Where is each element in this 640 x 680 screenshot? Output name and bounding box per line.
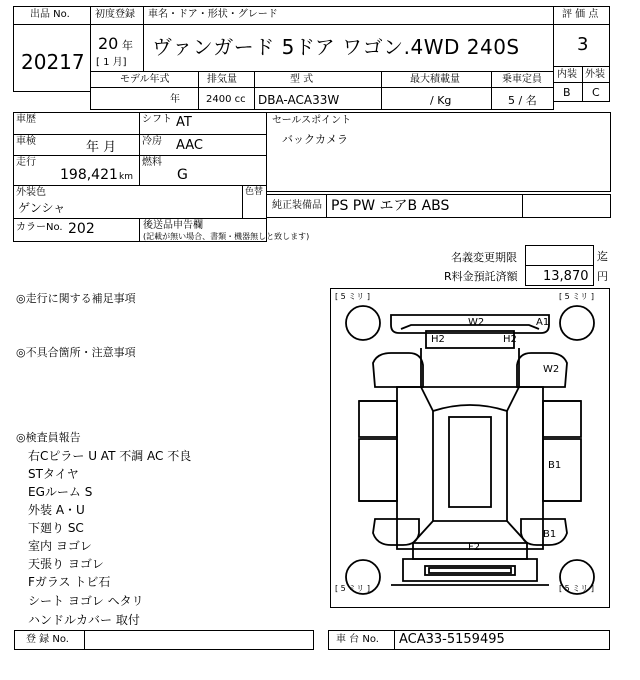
fuel-label: 燃料 xyxy=(142,157,162,168)
mark-h2-right: H2 xyxy=(503,334,517,345)
inspector-line: 外装 A・U xyxy=(28,503,85,517)
shift-label: シフト xyxy=(142,114,172,125)
mileage-value: 198,421 xyxy=(60,167,118,183)
car-outline xyxy=(331,289,609,607)
mark-f2: F2 xyxy=(468,542,481,553)
mark-w2-top: W2 xyxy=(468,317,485,328)
lot-number: 20217 xyxy=(21,50,85,74)
year-suffix: 年 xyxy=(122,39,133,52)
inspector-label: ◎検査員報告 xyxy=(16,431,81,444)
color-no-value: 202 xyxy=(68,221,95,237)
first-reg-month: [ 1 月] xyxy=(96,57,127,68)
max-load-label: 最大積載量 xyxy=(410,74,460,85)
displacement-value: 2400 cc xyxy=(206,94,246,105)
inspector-line: 天張り ヨゴレ xyxy=(28,557,104,571)
score-value: 3 xyxy=(577,34,589,55)
sales-point-value: バックカメラ xyxy=(282,133,348,146)
shift-value: AT xyxy=(176,115,192,130)
post-doc-note: (記載が無い場合、書類・機器無しと致します) xyxy=(143,232,310,241)
car-diagram xyxy=(330,288,610,608)
exterior-label: 外装 xyxy=(585,69,605,80)
first-reg-label: 初度登録 xyxy=(95,9,135,20)
model-year-value: 年 xyxy=(170,94,180,105)
capacity-label: 乗車定員 xyxy=(502,74,542,85)
tire-tl-depth: [ 5 ミリ ] xyxy=(335,292,370,301)
tire-br-depth: [ 5 ミリ ] xyxy=(559,584,594,593)
inspector-line: Fガラス トビ石 xyxy=(28,575,111,589)
reg-no-label: 登 録 No. xyxy=(26,634,69,645)
inspection-value: 年 月 xyxy=(86,140,117,155)
defects-label: ◎不具合箇所・注意事項 xyxy=(16,346,136,359)
first-reg-year: 20 xyxy=(98,34,119,53)
inspector-line: シート ヨゴレ ヘタリ xyxy=(28,594,144,608)
driving-notes-label: ◎走行に関する補足事項 xyxy=(16,292,136,305)
chassis-label: 車 台 No. xyxy=(336,634,379,645)
ac-label: 冷房 xyxy=(142,136,162,147)
mileage-label: 走行 xyxy=(16,157,36,168)
ac-value: AAC xyxy=(176,138,203,153)
inspector-line: ハンドルカバー 取付 xyxy=(28,613,140,627)
color-change-label: 色替 xyxy=(245,187,264,197)
model-label: 型 式 xyxy=(290,74,314,85)
history-label: 車歴 xyxy=(16,114,36,125)
name-change-value-box xyxy=(525,245,594,266)
displacement-label: 排気量 xyxy=(207,74,237,85)
inspector-line: 右Cピラー U AT 不調 AC 不良 xyxy=(28,449,192,463)
model-code: DBA-ACA33W xyxy=(258,93,340,107)
inspection-label: 車検 xyxy=(16,136,36,147)
chassis-no: ACA33-5159495 xyxy=(399,632,505,647)
mark-w2-side: W2 xyxy=(543,364,560,375)
ext-color-value: ゲンシャ xyxy=(18,201,66,215)
tire-tr-depth: [ 5 ミリ ] xyxy=(559,292,594,301)
recycle-suffix: 円 xyxy=(597,270,608,283)
lot-label: 出品 No. xyxy=(30,9,70,20)
ext-color-label: 外装色 xyxy=(16,187,46,198)
interior-grade: B xyxy=(563,86,571,99)
recycle-value: 13,870 xyxy=(543,269,589,284)
inspector-line: 下廻り SC xyxy=(28,521,84,535)
mark-h2-left: H2 xyxy=(431,334,445,345)
mark-a1-top: A1 xyxy=(536,317,550,328)
car-name: ヴァンガード 5ドア ワゴン.4WD 240S xyxy=(152,35,520,59)
tire-bl-depth: [ 5 ミリ ] xyxy=(335,584,370,593)
car-name-label: 車名・ドア・形状・グレード xyxy=(148,9,278,20)
interior-label: 内装 xyxy=(557,69,577,80)
capacity-value: 5 / 名 xyxy=(508,94,537,107)
color-no-label: カラーNo. xyxy=(16,222,63,233)
name-change-suffix: 迄 xyxy=(597,250,608,263)
inspector-line: STタイヤ xyxy=(28,467,79,481)
post-doc-label: 後送品申告欄 xyxy=(143,220,203,231)
equipment-label: 純正装備品 xyxy=(272,200,322,211)
fuel-value: G xyxy=(177,167,188,183)
sales-point-label: セールスポイント xyxy=(272,115,352,126)
inspector-line: 室内 ヨゴレ xyxy=(28,539,92,553)
mark-b1-upper: B1 xyxy=(548,460,562,471)
mileage-unit: km xyxy=(119,172,133,182)
equipment-value: PS PW エアB ABS xyxy=(331,198,450,214)
exterior-grade: C xyxy=(592,86,600,99)
score-label: 評 価 点 xyxy=(562,9,599,20)
model-year-label: モデル年式 xyxy=(120,74,170,85)
mark-b1-lower: B1 xyxy=(543,529,557,540)
name-change-label: 名義変更期限 xyxy=(451,251,517,264)
inspector-line: EGルーム S xyxy=(28,485,93,499)
max-load-value: / Kg xyxy=(430,94,452,107)
recycle-label: R料金預託済額 xyxy=(444,270,518,283)
